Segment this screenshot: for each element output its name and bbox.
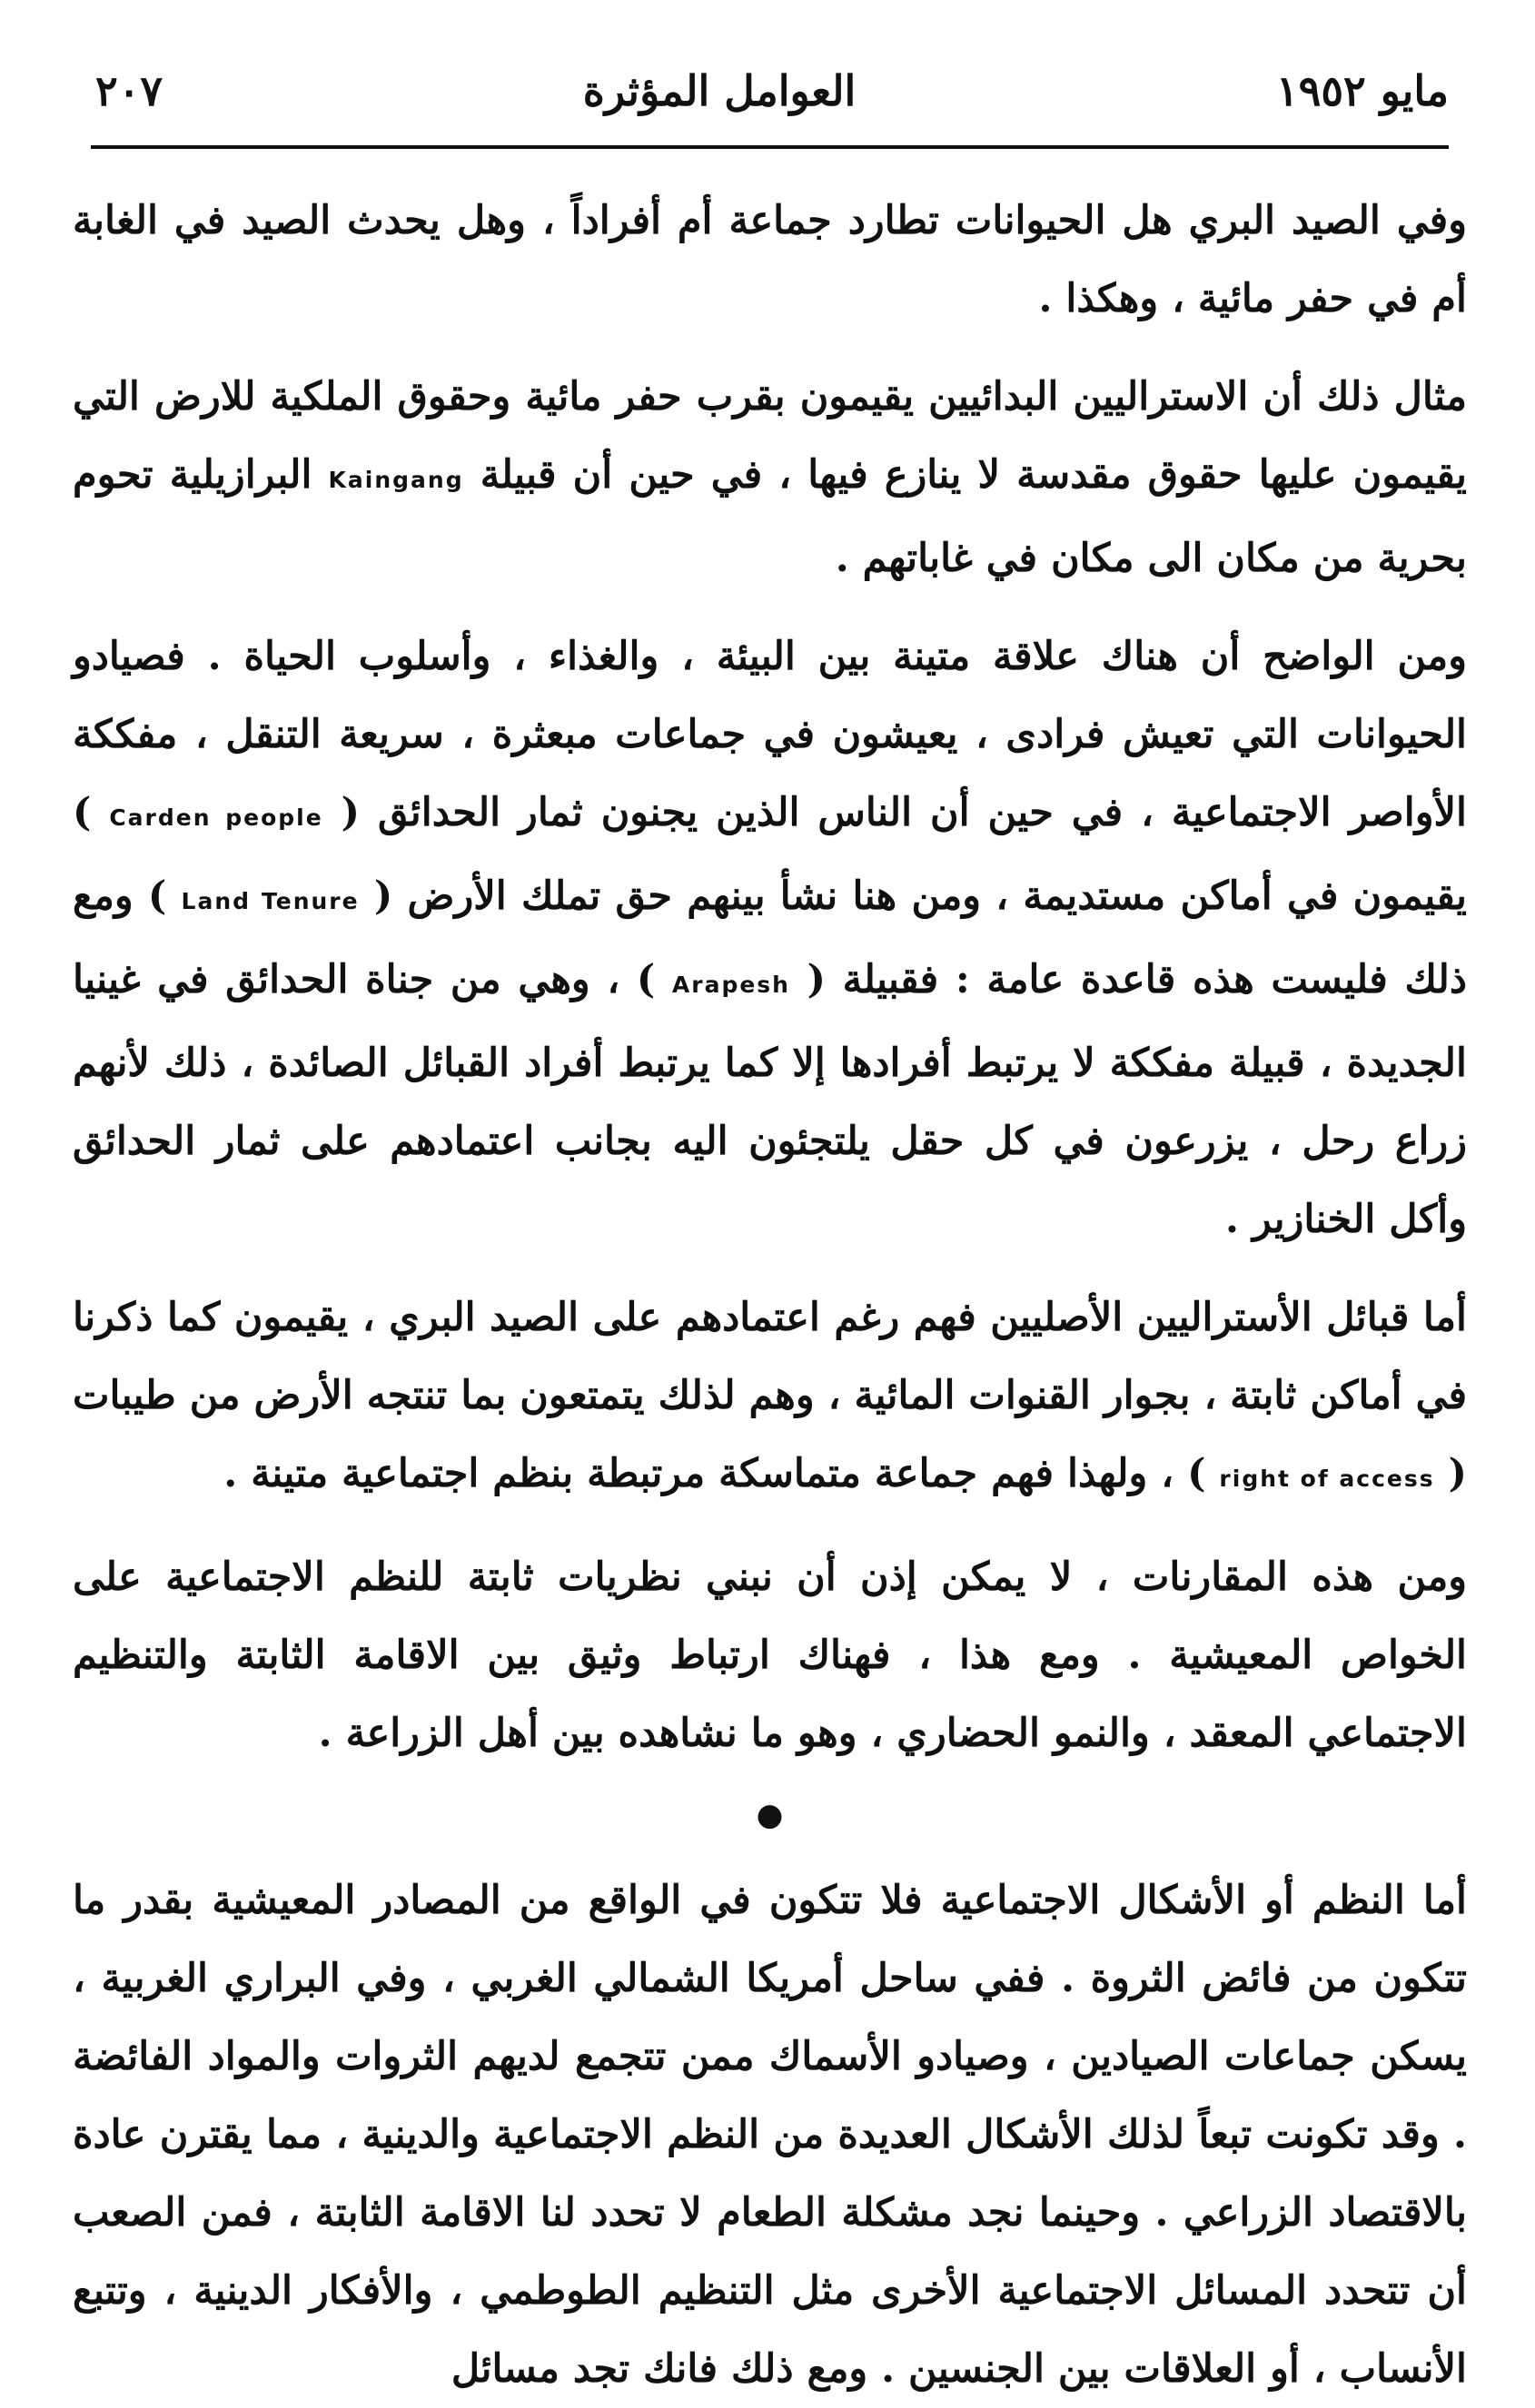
- section-separator-dot: ●: [756, 1797, 784, 1833]
- latin-term-right-of-access: right of access: [1219, 1466, 1435, 1492]
- paragraph-6-text: أما النظم أو الأشكال الاجتماعية فلا تتكون في الواقع من المصادر المعيشية بقدر ما تتكون من فائض الثروة . ففي ساحل أمريكا الشمالي الغربي ، وفي البراري الغربية ، يسكن جماعات الصيادين ، وصيادو الأسماك ممن تتجمع لديهم الثروات والمواد الفائضة . وقد تكونت تبعاً لذلك الأشكال العديدة من النظم الاجتماعية والدينية ، مما يقترن عادة بالاقتصاد الزراعي . وحينما نجد مشكلة الطعام لا تحدد لنا الاقامة الثابتة ، فمن الصعب أن تتحدد المسائل الاجتماعية الأخرى مثل التنظيم الطوطمي ، والأفكار الدينية ، وتتبع الأنساب ، أو العلاقات بين الجنسين . ومع ذلك فانك تجد مسائل: [73, 1878, 1467, 2392]
- latin-term-kaingang: Kaingang: [328, 467, 464, 493]
- paragraph-1-text: وفي الصيد البري هل الحيوانات تطارد جماعة أم أفراداً ، وهل يحدث الصيد في الغابة أم في حفر مائية ، وهكذا .: [73, 198, 1467, 321]
- page-body: [73, 182, 1467, 2392]
- paragraph-4: [73, 1278, 1467, 1518]
- paragraph-5-text: ومن هذه المقارنات ، لا يمكن إذن أن نبني نظريات ثابتة للنظم الاجتماعية على الخواص المعيشية . ومع هذا ، فهناك ارتباط وثيق بين الاقامة الثابتة والتنظيم الاجتماعي المعقد ، والنمو الحضاري ، وهو ما نشاهده بين أهل الزراعة .: [73, 1554, 1467, 1756]
- paragraph-3-part-3: ) ومع ذلك فليست هذه قاعدة عامة : فقبيلة (: [73, 873, 1467, 1002]
- paragraph-4-text-before: أما قبائل الأستراليين الأصليين فهم رغم اعتمادهم على الصيد البري ، يقيمون كما ذكرنا في أماكن ثابتة ، بجوار القنوات المائية ، وهم لذلك يتمتعون بما تنتجه الأرض من طيبات (: [73, 1295, 1467, 1496]
- paragraph-2-text-before: مثال ذلك أن الاستراليين البدائيين يقيمون بقرب حفر مائية وحقوق الملكية للارض التي يقيمون عليها حقوق مقدسة لا ينازع فيها ، في حين أن قبيلة: [73, 374, 1467, 498]
- header-page-number: ٢٠٧: [95, 66, 163, 115]
- paragraph-6: [73, 1861, 1467, 2408]
- paragraph-3-part-4: ) ، وهي من جناة الحدائق في غينيا الجديدة ، قبيلة مفككة لا يرتبط أفرادها إلا كما يرتبط أفراد القبائل الصائدة ، ذلك لأنهم زراع رحل ، يزرعون في كل حقل يلتجئون اليه بجانب اعتمادهم على ثمار الحدائق وأكل الخنازير .: [73, 957, 1467, 1242]
- paragraph-1: [73, 182, 1467, 338]
- paragraph-3-part-1: ومن الواضح أن هناك علاقة متينة بين البيئة ، والغذاء ، وأسلوب الحياة . فصيادو الحيوانات التي تعيش فرادى ، يعيشون في جماعات مبعثرة ، سريعة التنقل ، مفككة الأواصر الاجتماعية ، في حين أن الناس الذين يجنون ثمار الحدائق (: [73, 634, 1467, 835]
- latin-term-garden-people: Carden people: [109, 804, 323, 831]
- latin-term-arapesh: Arapesh: [671, 972, 790, 998]
- paragraph-2-text-after: البرازيلية تحوم بحرية من مكان الى مكان في غاباتهم .: [73, 452, 1467, 581]
- paragraph-3: [73, 617, 1467, 1258]
- paragraph-5: [73, 1538, 1467, 1772]
- paragraph-4-text-after: ) ، ولهذا فهم جماعة متماسكة مرتبطة بنظم اجتماعية متينة .: [223, 1451, 1206, 1496]
- header-chapter-title: العوامل المؤثرة: [582, 66, 857, 115]
- paragraph-3-part-2: ) يقيمون في أماكن مستديمة ، ومن هنا نشأ بينهم حق تملك الأرض (: [73, 790, 1467, 919]
- running-header: [95, 50, 1449, 132]
- header-date: مايو ١٩٥٢: [1275, 66, 1449, 115]
- header-rule: [91, 145, 1449, 149]
- paragraph-2: [73, 358, 1467, 597]
- latin-term-land-tenure: Land Tenure: [181, 888, 360, 914]
